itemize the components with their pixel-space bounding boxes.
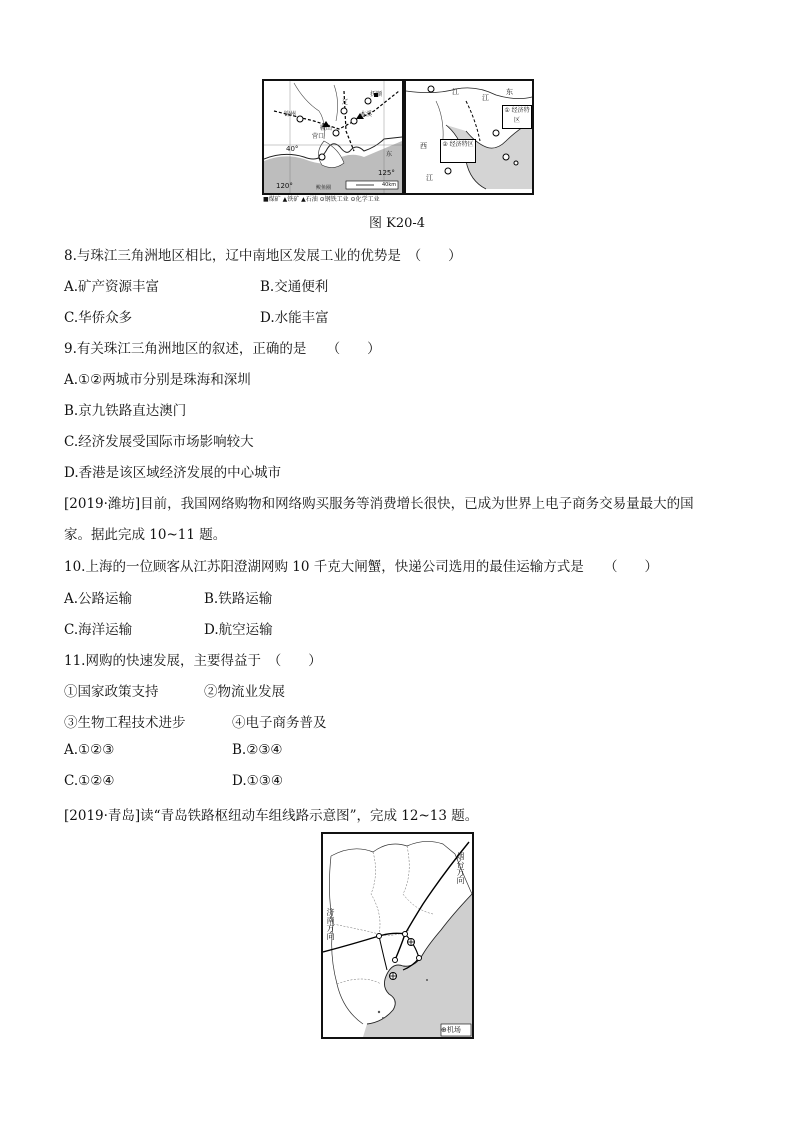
pearl-river-delta-map-graphic bbox=[406, 81, 532, 193]
map-label-lon120: 120° bbox=[276, 182, 293, 190]
label-jinan-direction: 济南方向 bbox=[326, 908, 335, 940]
intro-12-13: [2019·青岛]读“青岛铁路枢纽动车组线路示意图”，完成 12~13 题。 bbox=[64, 808, 479, 824]
q11-option-a: A.①②③ bbox=[64, 742, 115, 758]
q9-option-b: B.京九铁路直达澳门 bbox=[64, 403, 187, 419]
q11-stem: 11.网购的快速发展，主要得益于 （ ） bbox=[64, 653, 322, 669]
q11-statement-1: ①国家政策支持 bbox=[64, 684, 159, 700]
sez-label-1: ① 经济特区 bbox=[504, 107, 530, 124]
q10-option-b: B.铁路运输 bbox=[204, 591, 273, 607]
map-label-benxi: 本溪 bbox=[360, 111, 373, 118]
map-scale-label: 40km bbox=[382, 182, 397, 188]
map-label-xi: 西 bbox=[420, 142, 427, 150]
q9-stem: 9.有关珠江三角洲地区的叙述，正确的是 （ ） bbox=[64, 341, 381, 357]
map-label-jinzhou: 锦州 bbox=[284, 111, 297, 118]
map-label-fushun: 抚顺 bbox=[370, 91, 383, 98]
q10-option-a: A.公路运输 bbox=[64, 591, 133, 607]
label-yantai-direction: 烟台方向 bbox=[456, 852, 465, 884]
qingdao-rail-map-graphic bbox=[323, 834, 472, 1037]
q8-option-d: D.水能丰富 bbox=[260, 310, 329, 326]
q9-option-a: A.①②两城市分别是珠海和深圳 bbox=[64, 372, 251, 388]
q9-option-d: D.香港是该区域经济发展的中心城市 bbox=[64, 465, 282, 481]
map-label-jiang-top-1: 江 bbox=[452, 88, 459, 96]
map-label-jiang-top-2: 江 bbox=[482, 94, 489, 102]
map-label-port: 鲅鱼圈 bbox=[316, 185, 332, 191]
q8-option-a: A.矿产资源丰富 bbox=[64, 279, 160, 295]
q8-option-c: C.华侨众多 bbox=[64, 310, 133, 326]
q8-option-b: B.交通便利 bbox=[260, 279, 329, 295]
map-label-liao: 辽 bbox=[342, 99, 349, 106]
liaozhongnan-map bbox=[262, 79, 404, 195]
sez-box-1 bbox=[502, 105, 532, 129]
intro-10-11-line1: [2019·潍坊]目前，我国网络购物和网络购买服务等消费增长很快，已成为世界上电子商务交易量最大的国 bbox=[64, 496, 694, 512]
q10-option-d: D.航空运输 bbox=[204, 622, 273, 638]
q8-stem: 8.与珠江三角洲地区相比，辽中南地区发展工业的优势是 （ ） bbox=[64, 248, 462, 264]
q11-option-c: C.①②④ bbox=[64, 773, 115, 789]
q11-statement-3: ③生物工程技术进步 bbox=[64, 715, 186, 731]
q10-option-c: C.海洋运输 bbox=[64, 622, 133, 638]
qingdao-rail-map bbox=[321, 832, 474, 1039]
q11-statement-2: ②物流业发展 bbox=[204, 684, 285, 700]
q11-option-d: D.①③④ bbox=[232, 773, 283, 789]
airport-legend: ⊕机场 bbox=[441, 1026, 461, 1034]
map-label-jiang-left: 江 bbox=[426, 174, 433, 182]
sez-box-2 bbox=[440, 139, 476, 163]
map-label-dong-top: 东 bbox=[506, 88, 513, 96]
pearl-river-delta-map bbox=[404, 79, 534, 195]
q11-option-b: B.②③④ bbox=[232, 742, 283, 758]
intro-10-11-line2: 家。据此完成 10~11 题。 bbox=[64, 527, 227, 543]
q11-statement-4: ④电子商务普及 bbox=[232, 715, 327, 731]
q9-option-c: C.经济发展受国际市场影响较大 bbox=[64, 434, 254, 450]
map-label-dong: 东 bbox=[386, 151, 393, 158]
map-legend: ■煤矿 ▲铁矿 ▲石油 ⊙钢铁工业 ⊙化学工业 bbox=[263, 196, 380, 203]
map-label-lat40: 40° bbox=[286, 145, 299, 153]
map-label-lon125: 125° bbox=[378, 169, 395, 177]
map-label-yingkou: 营口 bbox=[312, 133, 325, 140]
q10-stem: 10.上海的一位顾客从江苏阳澄湖网购 10 千克大闸蟹，快递公司选用的最佳运输方式是 （ ） bbox=[64, 559, 658, 575]
map-label-anshan: 鞍山 bbox=[320, 125, 333, 132]
sez-label-2: ② 经济特区 bbox=[442, 141, 474, 148]
figure-caption: 图 K20-4 bbox=[368, 216, 426, 231]
